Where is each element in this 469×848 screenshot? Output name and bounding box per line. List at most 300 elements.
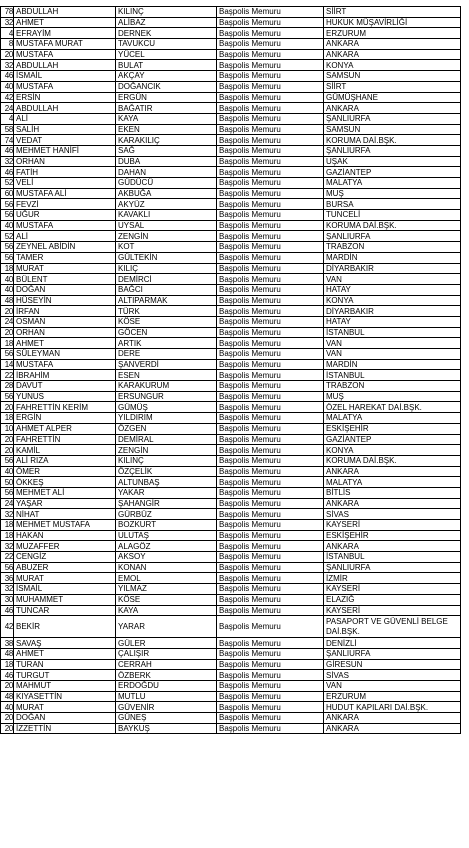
row-number-cell: 30 xyxy=(1,594,14,605)
unit-cell: ANKARA xyxy=(324,103,461,114)
first-name-cell: TURGUT xyxy=(14,670,116,681)
first-name-cell: FEVZİ xyxy=(14,199,116,210)
row-number-cell: 56 xyxy=(1,349,14,360)
last-name-cell: GÜRBÜZ xyxy=(116,509,217,520)
last-name-cell: KÖSE xyxy=(116,594,217,605)
unit-cell: GAZİANTEP xyxy=(324,167,461,178)
row-number-cell: 32 xyxy=(1,509,14,520)
last-name-cell: EMOL xyxy=(116,573,217,584)
rank-cell: Başpolis Memuru xyxy=(217,306,324,317)
row-number-cell: 4 xyxy=(1,113,14,124)
table-row xyxy=(1,316,461,327)
table-row xyxy=(1,573,461,584)
first-name-cell: MAHMUT xyxy=(14,680,116,691)
rank-cell: Başpolis Memuru xyxy=(217,274,324,285)
unit-cell: ANKARA xyxy=(324,541,461,552)
row-number-cell: 38 xyxy=(1,638,14,649)
table-row xyxy=(1,402,461,413)
row-number-cell: 20 xyxy=(1,306,14,317)
rank-cell: Başpolis Memuru xyxy=(217,210,324,221)
last-name-cell: GÜDÜCÜ xyxy=(116,178,217,189)
first-name-cell: MEHMET ALİ xyxy=(14,487,116,498)
rank-cell: Başpolis Memuru xyxy=(217,562,324,573)
last-name-cell: KAYA xyxy=(116,113,217,124)
first-name-cell: BEKİR xyxy=(14,616,116,638)
table-row xyxy=(1,616,461,638)
unit-cell: ANKARA xyxy=(324,466,461,477)
first-name-cell: DOĞAN xyxy=(14,284,116,295)
unit-cell: ŞANLIURFA xyxy=(324,231,461,242)
unit-cell: KORUMA DAİ.BŞK. xyxy=(324,135,461,146)
table-row xyxy=(1,670,461,681)
unit-cell: ANKARA xyxy=(324,49,461,60)
first-name-cell: KIYASETTİN xyxy=(14,691,116,702)
last-name-cell: KILIÇ xyxy=(116,263,217,274)
rank-cell: Başpolis Memuru xyxy=(217,220,324,231)
first-name-cell: MUSTAFA xyxy=(14,81,116,92)
unit-cell: PASAPORT VE GÜVENLİ BELGE DAİ.BŞK. xyxy=(324,616,461,638)
table-row xyxy=(1,327,461,338)
row-number-cell: 24 xyxy=(1,316,14,327)
table-row xyxy=(1,584,461,595)
rank-cell: Başpolis Memuru xyxy=(217,691,324,702)
last-name-cell: AKYÜZ xyxy=(116,199,217,210)
unit-cell: ŞANLIURFA xyxy=(324,145,461,156)
unit-cell: ŞANLIURFA xyxy=(324,648,461,659)
last-name-cell: ŞAHANGİR xyxy=(116,498,217,509)
unit-cell: ANKARA xyxy=(324,713,461,724)
last-name-cell: KARAKURUM xyxy=(116,381,217,392)
first-name-cell: ÖKKEŞ xyxy=(14,477,116,488)
last-name-cell: ŞANVERDİ xyxy=(116,359,217,370)
last-name-cell: KONAN xyxy=(116,562,217,573)
last-name-cell: AKSOY xyxy=(116,552,217,563)
unit-cell: SİİRT xyxy=(324,81,461,92)
row-number-cell: 24 xyxy=(1,498,14,509)
table-row xyxy=(1,210,461,221)
first-name-cell: YUNUS xyxy=(14,391,116,402)
row-number-cell: 20 xyxy=(1,327,14,338)
last-name-cell: ÖZÇELİK xyxy=(116,466,217,477)
rank-cell: Başpolis Memuru xyxy=(217,295,324,306)
last-name-cell: DAHAN xyxy=(116,167,217,178)
table-row xyxy=(1,455,461,466)
unit-cell: ANKARA xyxy=(324,498,461,509)
row-number-cell: 20 xyxy=(1,445,14,456)
first-name-cell: OSMAN xyxy=(14,316,116,327)
rank-cell: Başpolis Memuru xyxy=(217,316,324,327)
last-name-cell: KILINÇ xyxy=(116,455,217,466)
row-number-cell: 18 xyxy=(1,413,14,424)
last-name-cell: AKÇAY xyxy=(116,71,217,82)
rank-cell: Başpolis Memuru xyxy=(217,487,324,498)
rank-cell: Başpolis Memuru xyxy=(217,263,324,274)
table-row xyxy=(1,648,461,659)
row-number-cell: 42 xyxy=(1,616,14,638)
row-number-cell: 52 xyxy=(1,178,14,189)
unit-cell: ANKARA xyxy=(324,39,461,50)
table-row xyxy=(1,306,461,317)
unit-cell: İSTANBUL xyxy=(324,370,461,381)
rank-cell: Başpolis Memuru xyxy=(217,284,324,295)
table-row xyxy=(1,520,461,531)
first-name-cell: MUSTAFA xyxy=(14,220,116,231)
table-row xyxy=(1,713,461,724)
last-name-cell: UYSAL xyxy=(116,220,217,231)
table-row xyxy=(1,7,461,18)
first-name-cell: VELİ xyxy=(14,178,116,189)
rank-cell: Başpolis Memuru xyxy=(217,113,324,124)
unit-cell: KONYA xyxy=(324,445,461,456)
last-name-cell: YAKAR xyxy=(116,487,217,498)
table-row xyxy=(1,60,461,71)
last-name-cell: GÜLER xyxy=(116,638,217,649)
table-row xyxy=(1,702,461,713)
rank-cell: Başpolis Memuru xyxy=(217,92,324,103)
rank-cell: Başpolis Memuru xyxy=(217,381,324,392)
rank-cell: Başpolis Memuru xyxy=(217,231,324,242)
rank-cell: Başpolis Memuru xyxy=(217,605,324,616)
table-row xyxy=(1,691,461,702)
rank-cell: Başpolis Memuru xyxy=(217,659,324,670)
row-number-cell: 40 xyxy=(1,220,14,231)
first-name-cell: ALİ RIZA xyxy=(14,455,116,466)
rank-cell: Başpolis Memuru xyxy=(217,167,324,178)
rank-cell: Başpolis Memuru xyxy=(217,7,324,18)
unit-cell: ANKARA xyxy=(324,723,461,734)
table-row xyxy=(1,242,461,253)
unit-cell: MALATYA xyxy=(324,413,461,424)
rank-cell: Başpolis Memuru xyxy=(217,423,324,434)
row-number-cell: 36 xyxy=(1,573,14,584)
rank-cell: Başpolis Memuru xyxy=(217,723,324,734)
unit-cell: ERZURUM xyxy=(324,691,461,702)
first-name-cell: EFRAYİM xyxy=(14,28,116,39)
row-number-cell: 48 xyxy=(1,691,14,702)
first-name-cell: CENGİZ xyxy=(14,552,116,563)
rank-cell: Başpolis Memuru xyxy=(217,60,324,71)
unit-cell: MALATYA xyxy=(324,178,461,189)
last-name-cell: DEMİRAL xyxy=(116,434,217,445)
unit-cell: VAN xyxy=(324,338,461,349)
first-name-cell: NİHAT xyxy=(14,509,116,520)
table-row xyxy=(1,359,461,370)
row-number-cell: 58 xyxy=(1,124,14,135)
unit-cell: MUŞ xyxy=(324,391,461,402)
first-name-cell: ORHAN xyxy=(14,327,116,338)
table-row xyxy=(1,39,461,50)
table-row xyxy=(1,113,461,124)
unit-cell: BURSA xyxy=(324,199,461,210)
row-number-cell: 18 xyxy=(1,659,14,670)
last-name-cell: CERRAH xyxy=(116,659,217,670)
unit-cell: TRABZON xyxy=(324,381,461,392)
table-row xyxy=(1,199,461,210)
first-name-cell: FAHRETTİN KERİM xyxy=(14,402,116,413)
last-name-cell: SAĞ xyxy=(116,145,217,156)
row-number-cell: 60 xyxy=(1,188,14,199)
table-row xyxy=(1,252,461,263)
row-number-cell: 48 xyxy=(1,295,14,306)
unit-cell: SİVAS xyxy=(324,670,461,681)
table-row xyxy=(1,284,461,295)
unit-cell: KONYA xyxy=(324,295,461,306)
row-number-cell: 42 xyxy=(1,92,14,103)
rank-cell: Başpolis Memuru xyxy=(217,103,324,114)
row-number-cell: 40 xyxy=(1,284,14,295)
table-row xyxy=(1,135,461,146)
row-number-cell: 18 xyxy=(1,263,14,274)
first-name-cell: MURAT xyxy=(14,702,116,713)
last-name-cell: ALAGÖZ xyxy=(116,541,217,552)
row-number-cell: 4 xyxy=(1,28,14,39)
unit-cell: ESKİŞEHİR xyxy=(324,423,461,434)
row-number-cell: 56 xyxy=(1,210,14,221)
first-name-cell: SALİH xyxy=(14,124,116,135)
first-name-cell: TAMER xyxy=(14,252,116,263)
rank-cell: Başpolis Memuru xyxy=(217,39,324,50)
row-number-cell: 32 xyxy=(1,541,14,552)
unit-cell: İSTANBUL xyxy=(324,552,461,563)
unit-cell: GAZİANTEP xyxy=(324,434,461,445)
table-row xyxy=(1,92,461,103)
first-name-cell: ABDULLAH xyxy=(14,103,116,114)
first-name-cell: KAMİL xyxy=(14,445,116,456)
first-name-cell: DOĞAN xyxy=(14,713,116,724)
first-name-cell: AHMET xyxy=(14,17,116,28)
first-name-cell: İRFAN xyxy=(14,306,116,317)
rank-cell: Başpolis Memuru xyxy=(217,530,324,541)
first-name-cell: ABDULLAH xyxy=(14,7,116,18)
row-number-cell: 46 xyxy=(1,605,14,616)
last-name-cell: GÖCEN xyxy=(116,327,217,338)
rank-cell: Başpolis Memuru xyxy=(217,81,324,92)
rank-cell: Başpolis Memuru xyxy=(217,584,324,595)
personnel-sheet xyxy=(0,6,469,734)
unit-cell: VAN xyxy=(324,680,461,691)
table-row xyxy=(1,466,461,477)
unit-cell: MALATYA xyxy=(324,477,461,488)
table-row xyxy=(1,231,461,242)
row-number-cell: 10 xyxy=(1,423,14,434)
last-name-cell: ESEN xyxy=(116,370,217,381)
row-number-cell: 18 xyxy=(1,338,14,349)
table-row xyxy=(1,49,461,60)
table-row xyxy=(1,562,461,573)
unit-cell: VAN xyxy=(324,274,461,285)
rank-cell: Başpolis Memuru xyxy=(217,477,324,488)
rank-cell: Başpolis Memuru xyxy=(217,349,324,360)
row-number-cell: 40 xyxy=(1,81,14,92)
row-number-cell: 46 xyxy=(1,71,14,82)
last-name-cell: DEMİRCİ xyxy=(116,274,217,285)
table-row xyxy=(1,541,461,552)
unit-cell: KAYSERİ xyxy=(324,584,461,595)
row-number-cell: 56 xyxy=(1,252,14,263)
last-name-cell: ERDOĞDU xyxy=(116,680,217,691)
rank-cell: Başpolis Memuru xyxy=(217,17,324,28)
row-number-cell: 56 xyxy=(1,487,14,498)
rank-cell: Başpolis Memuru xyxy=(217,242,324,253)
last-name-cell: MUTLU xyxy=(116,691,217,702)
rank-cell: Başpolis Memuru xyxy=(217,28,324,39)
last-name-cell: GÜNEŞ xyxy=(116,713,217,724)
unit-cell: ŞANLIURFA xyxy=(324,113,461,124)
row-number-cell: 78 xyxy=(1,7,14,18)
row-number-cell: 40 xyxy=(1,274,14,285)
table-row xyxy=(1,338,461,349)
row-number-cell: 32 xyxy=(1,156,14,167)
unit-cell: KONYA xyxy=(324,60,461,71)
last-name-cell: GÜLTEKİN xyxy=(116,252,217,263)
row-number-cell: 46 xyxy=(1,167,14,178)
first-name-cell: AHMET xyxy=(14,648,116,659)
row-number-cell: 40 xyxy=(1,466,14,477)
table-row xyxy=(1,659,461,670)
last-name-cell: ALTIPARMAK xyxy=(116,295,217,306)
table-row xyxy=(1,17,461,28)
unit-cell: TRABZON xyxy=(324,242,461,253)
rank-cell: Başpolis Memuru xyxy=(217,520,324,531)
row-number-cell: 56 xyxy=(1,562,14,573)
row-number-cell: 20 xyxy=(1,713,14,724)
table-row xyxy=(1,434,461,445)
last-name-cell: ÖZBERK xyxy=(116,670,217,681)
rank-cell: Başpolis Memuru xyxy=(217,188,324,199)
last-name-cell: YILDIRIM xyxy=(116,413,217,424)
table-row xyxy=(1,28,461,39)
unit-cell: İZMİR xyxy=(324,573,461,584)
unit-cell: SAMSUN xyxy=(324,71,461,82)
last-name-cell: ERGÜN xyxy=(116,92,217,103)
table-row xyxy=(1,178,461,189)
table-row xyxy=(1,188,461,199)
first-name-cell: ORHAN xyxy=(14,156,116,167)
row-number-cell: 20 xyxy=(1,723,14,734)
first-name-cell: MEHMET MUSTAFA xyxy=(14,520,116,531)
unit-cell: HUDUT KAPILARI DAİ.BŞK. xyxy=(324,702,461,713)
rank-cell: Başpolis Memuru xyxy=(217,327,324,338)
row-number-cell: 20 xyxy=(1,49,14,60)
first-name-cell: HAKAN xyxy=(14,530,116,541)
table-row xyxy=(1,145,461,156)
rank-cell: Başpolis Memuru xyxy=(217,71,324,82)
rank-cell: Başpolis Memuru xyxy=(217,338,324,349)
unit-cell: UŞAK xyxy=(324,156,461,167)
row-number-cell: 22 xyxy=(1,370,14,381)
row-number-cell: 32 xyxy=(1,60,14,71)
rank-cell: Başpolis Memuru xyxy=(217,145,324,156)
first-name-cell: MUSTAFA MURAT xyxy=(14,39,116,50)
unit-cell: MARDİN xyxy=(324,252,461,263)
last-name-cell: AKBUĞA xyxy=(116,188,217,199)
last-name-cell: EKEN xyxy=(116,124,217,135)
rank-cell: Başpolis Memuru xyxy=(217,445,324,456)
last-name-cell: KILINÇ xyxy=(116,7,217,18)
last-name-cell: ULUTAŞ xyxy=(116,530,217,541)
row-number-cell: 20 xyxy=(1,680,14,691)
last-name-cell: KÖSE xyxy=(116,316,217,327)
last-name-cell: BAYKUŞ xyxy=(116,723,217,734)
first-name-cell: MUSTAFA xyxy=(14,49,116,60)
unit-cell: KORUMA DAİ.BŞK. xyxy=(324,220,461,231)
last-name-cell: ALTUNBAŞ xyxy=(116,477,217,488)
rank-cell: Başpolis Memuru xyxy=(217,509,324,520)
first-name-cell: MUSTAFA xyxy=(14,359,116,370)
first-name-cell: ABDULLAH xyxy=(14,60,116,71)
last-name-cell: BOZKURT xyxy=(116,520,217,531)
rank-cell: Başpolis Memuru xyxy=(217,552,324,563)
row-number-cell: 32 xyxy=(1,584,14,595)
table-row xyxy=(1,274,461,285)
first-name-cell: MURAT xyxy=(14,573,116,584)
unit-cell: SİİRT xyxy=(324,7,461,18)
unit-cell: HUKUK MÜŞAVİRLİĞİ xyxy=(324,17,461,28)
table-row xyxy=(1,156,461,167)
rank-cell: Başpolis Memuru xyxy=(217,680,324,691)
unit-cell: KAYSERİ xyxy=(324,605,461,616)
rank-cell: Başpolis Memuru xyxy=(217,670,324,681)
unit-cell: ERZURUM xyxy=(324,28,461,39)
last-name-cell: ÖZGEN xyxy=(116,423,217,434)
table-row xyxy=(1,552,461,563)
last-name-cell: ARTIK xyxy=(116,338,217,349)
last-name-cell: BULAT xyxy=(116,60,217,71)
last-name-cell: KAYA xyxy=(116,605,217,616)
table-row xyxy=(1,530,461,541)
table-row xyxy=(1,423,461,434)
first-name-cell: İZZETTİN xyxy=(14,723,116,734)
row-number-cell: 20 xyxy=(1,402,14,413)
row-number-cell: 22 xyxy=(1,552,14,563)
last-name-cell: ZENGİN xyxy=(116,445,217,456)
rank-cell: Başpolis Memuru xyxy=(217,370,324,381)
row-number-cell: 48 xyxy=(1,648,14,659)
table-row xyxy=(1,103,461,114)
last-name-cell: ZENGİN xyxy=(116,231,217,242)
last-name-cell: BAĞATIR xyxy=(116,103,217,114)
first-name-cell: AHMET xyxy=(14,338,116,349)
unit-cell: ESKİŞEHİR xyxy=(324,530,461,541)
first-name-cell: ÖMER xyxy=(14,466,116,477)
rank-cell: Başpolis Memuru xyxy=(217,199,324,210)
unit-cell: İSTANBUL xyxy=(324,327,461,338)
table-row xyxy=(1,723,461,734)
unit-cell: MUŞ xyxy=(324,188,461,199)
first-name-cell: UĞUR xyxy=(14,210,116,221)
unit-cell: DENİZLİ xyxy=(324,638,461,649)
first-name-cell: HÜSEYİN xyxy=(14,295,116,306)
rank-cell: Başpolis Memuru xyxy=(217,713,324,724)
unit-cell: ELAZIĞ xyxy=(324,594,461,605)
rank-cell: Başpolis Memuru xyxy=(217,413,324,424)
first-name-cell: MUZAFFER xyxy=(14,541,116,552)
first-name-cell: SAVAŞ xyxy=(14,638,116,649)
row-number-cell: 56 xyxy=(1,242,14,253)
unit-cell: TUNCELİ xyxy=(324,210,461,221)
first-name-cell: ERGİN xyxy=(14,413,116,424)
rank-cell: Başpolis Memuru xyxy=(217,49,324,60)
unit-cell: SİVAS xyxy=(324,509,461,520)
last-name-cell: ALİBAZ xyxy=(116,17,217,28)
table-row xyxy=(1,81,461,92)
row-number-cell: 52 xyxy=(1,231,14,242)
row-number-cell: 14 xyxy=(1,359,14,370)
row-number-cell: 32 xyxy=(1,17,14,28)
rank-cell: Başpolis Memuru xyxy=(217,124,324,135)
last-name-cell: DOĞANCIK xyxy=(116,81,217,92)
first-name-cell: ZEYNEL ABİDİN xyxy=(14,242,116,253)
